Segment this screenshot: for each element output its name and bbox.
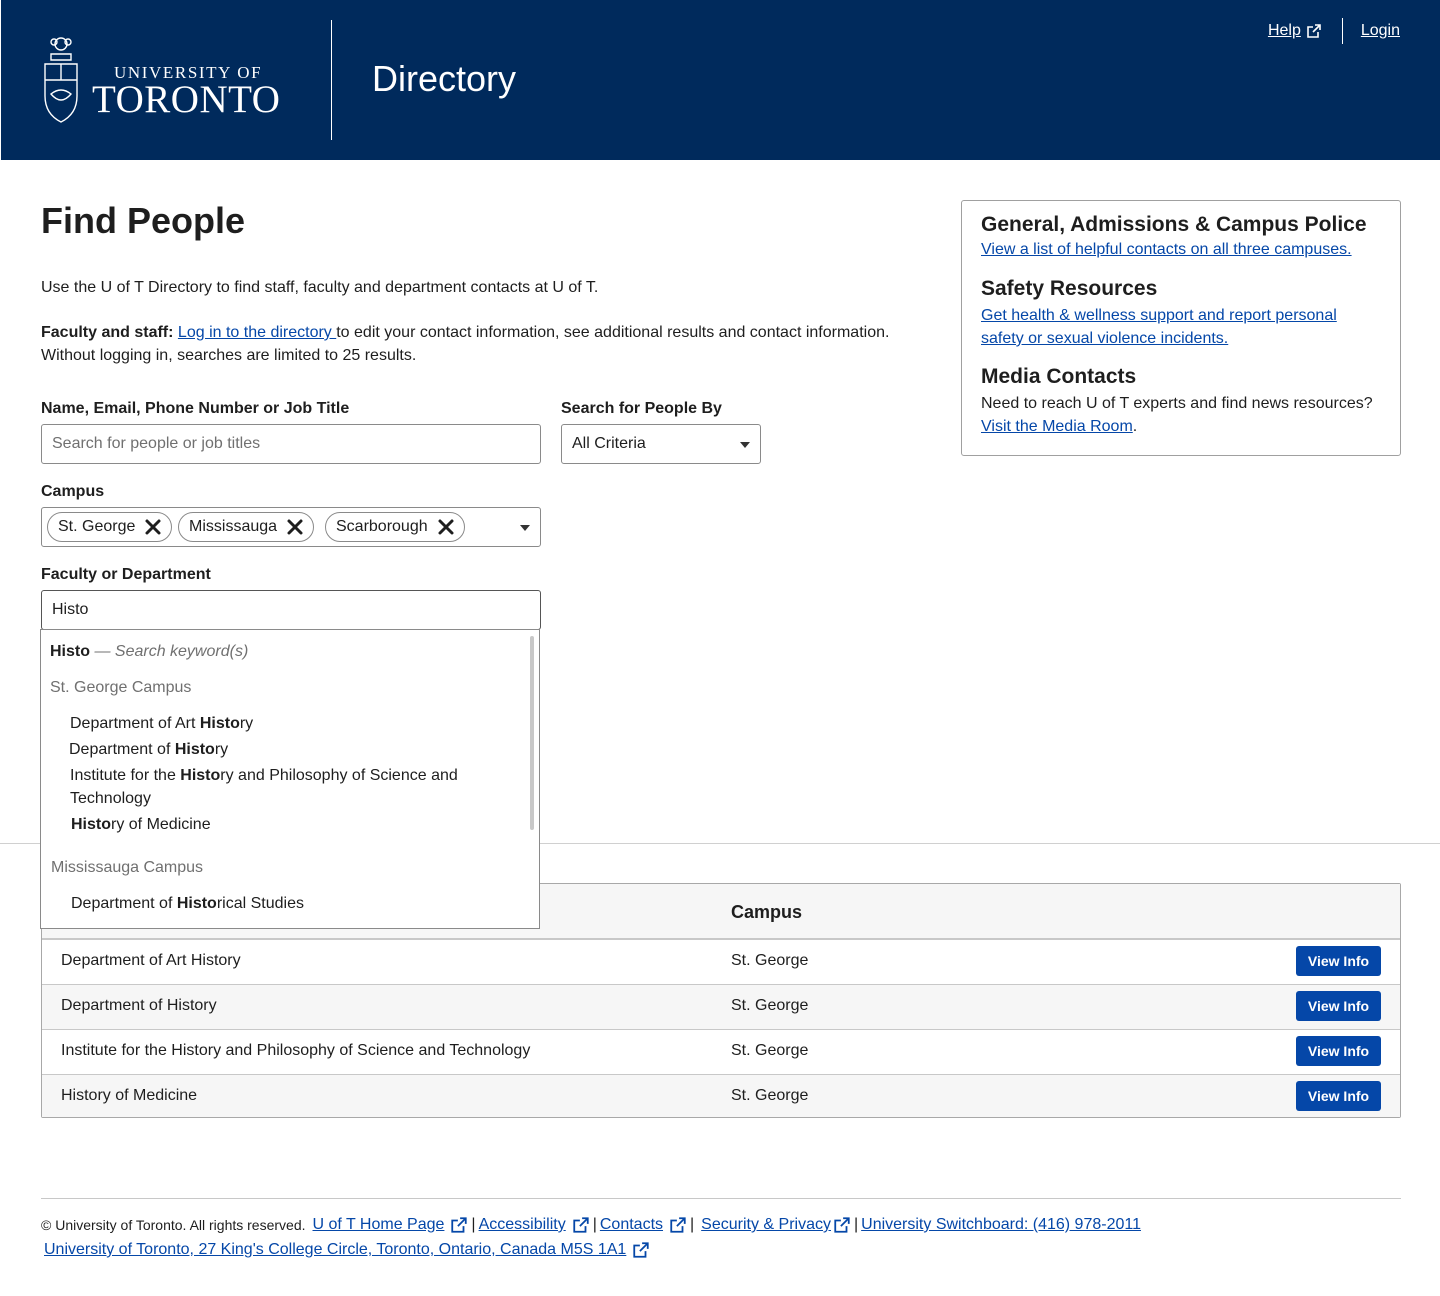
keyword-term: Histo: [50, 643, 90, 660]
name-search-input[interactable]: [41, 424, 541, 464]
search-by-select[interactable]: [561, 424, 761, 464]
option-text: Technology: [70, 790, 151, 807]
department-input[interactable]: [41, 590, 541, 630]
contacts-link[interactable]: Contacts: [599, 1216, 664, 1233]
home-page-link[interactable]: U of T Home Page: [312, 1216, 445, 1233]
external-link-icon: [450, 1216, 468, 1234]
login-directory-link[interactable]: Log in to the directory: [177, 324, 337, 341]
help-sidebar: [961, 200, 1401, 456]
row-name: Department of Art History: [61, 952, 241, 969]
column-header-campus: Campus: [731, 902, 803, 922]
footer-links: [41, 1216, 1141, 1234]
view-info-button[interactable]: View Info: [1296, 991, 1381, 1021]
external-link-icon: [572, 1216, 590, 1234]
separator: |: [592, 1216, 597, 1233]
option-text: Department of: [71, 895, 177, 912]
logo-text-main: TORONTO: [92, 78, 281, 121]
option-match: Histo: [174, 741, 215, 758]
department-label: Faculty or Department: [41, 566, 211, 583]
option-text: rical Studies: [216, 895, 304, 912]
option-match: Histo: [199, 715, 240, 732]
external-link-icon: [669, 1216, 687, 1234]
row-name: Department of History: [61, 997, 217, 1014]
option-history-of-medicine[interactable]: [71, 813, 211, 836]
option-text: ry: [214, 741, 229, 758]
keyword-hint: — Search keyword(s): [90, 643, 249, 660]
table-row: [42, 1075, 1400, 1117]
close-icon[interactable]: [285, 517, 305, 537]
media-room-link[interactable]: Visit the Media Room: [981, 418, 1133, 435]
chevron-down-icon[interactable]: [520, 525, 530, 531]
link-text: safety or sexual violence incidents.: [981, 330, 1229, 347]
address-link[interactable]: University of Toronto, 27 King's College Circle, Toronto, Ontario, Canada M5S 1A1: [44, 1241, 627, 1258]
option-text: ry of Medicine: [111, 816, 211, 833]
helpful-contacts-link[interactable]: View a list of helpful contacts on all three campuses.: [981, 241, 1352, 258]
option-match: Histo: [71, 816, 111, 833]
row-name: Institute for the History and Philosophy of Science and Technology: [61, 1042, 531, 1059]
chip-label: Mississauga: [189, 518, 278, 535]
media-link-line: [981, 415, 1381, 438]
view-info-button[interactable]: View Info: [1296, 1081, 1381, 1111]
option-hps[interactable]: [70, 764, 458, 787]
separator: |: [853, 1216, 859, 1233]
faculty-note-rest: to edit your contact information, see additional results and contact information.: [336, 324, 890, 341]
search-by-value: All Criteria: [572, 435, 646, 452]
university-logo[interactable]: [41, 34, 296, 128]
switchboard-link[interactable]: University Switchboard: (416) 978-2011: [861, 1216, 1141, 1233]
external-link-icon: [1306, 23, 1322, 39]
logo-text-top: UNIVERSITY OF: [114, 63, 263, 82]
search-by-label: Search for People By: [561, 400, 722, 417]
row-campus: St. George: [731, 1042, 809, 1059]
footer-address: [44, 1241, 650, 1259]
crest-icon: [41, 34, 81, 128]
campus-chip-scarborough: [325, 512, 465, 542]
row-campus: St. George: [731, 952, 809, 969]
campus-chip-mississauga: [178, 512, 314, 542]
chip-label: Scarborough: [336, 518, 428, 535]
group-heading-mississauga: Mississauga Campus: [51, 859, 204, 876]
option-text: Department of: [69, 741, 175, 758]
sidebar-heading-safety: Safety Resources: [981, 277, 1158, 300]
external-link-icon: [833, 1216, 851, 1234]
faculty-note-lead: Faculty and staff:: [41, 324, 174, 341]
department-suggestions: [40, 629, 540, 929]
header-divider: [331, 20, 332, 140]
sidebar-heading-media: Media Contacts: [981, 365, 1137, 388]
group-heading-st-george: St. George Campus: [50, 679, 192, 696]
option-art-history[interactable]: [70, 712, 253, 735]
chevron-down-icon: [740, 442, 750, 448]
safety-resources-link[interactable]: [981, 307, 1337, 347]
table-row: [42, 985, 1400, 1030]
option-text: ry and Philosophy of Science and: [220, 767, 458, 784]
option-text: Institute for the: [70, 767, 181, 784]
accessibility-link[interactable]: Accessibility: [478, 1216, 566, 1233]
footer-divider: [41, 1198, 1401, 1199]
option-text: ry: [239, 715, 254, 732]
sidebar-heading-general: General, Admissions & Campus Police: [981, 213, 1367, 236]
campus-label: Campus: [41, 483, 105, 500]
link-text: Get health & wellness support and report personal: [981, 307, 1337, 324]
period: .: [1132, 418, 1138, 435]
faculty-note-limit: Without logging in, searches are limited to 25 results.: [41, 347, 417, 364]
copyright: © University of Toronto. All rights reserved.: [41, 1217, 306, 1233]
security-privacy-link[interactable]: Security & Privacy: [701, 1216, 831, 1233]
row-campus: St. George: [731, 997, 809, 1014]
table-row: [42, 940, 1400, 985]
separator: |: [471, 1216, 476, 1233]
name-search-label: Name, Email, Phone Number or Job Title: [41, 400, 350, 417]
nav-separator: [1342, 18, 1343, 44]
login-link[interactable]: Login: [1360, 22, 1400, 39]
option-match: Histo: [180, 767, 221, 784]
scrollbar[interactable]: [530, 636, 534, 830]
option-hps-continued[interactable]: [70, 787, 151, 810]
keyword-option[interactable]: [50, 640, 248, 663]
option-text: Department of Art: [70, 715, 200, 732]
intro-text: Use the U of T Directory to find staff, faculty and department contacts at U of T.: [41, 279, 599, 296]
external-link-icon: [632, 1241, 650, 1259]
option-match: Histo: [176, 895, 217, 912]
page-title: Find People: [41, 200, 246, 241]
view-info-button[interactable]: View Info: [1296, 946, 1381, 976]
media-text: Need to reach U of T experts and find news resources?: [981, 395, 1373, 412]
close-icon[interactable]: [436, 517, 456, 537]
help-link[interactable]: [1268, 22, 1322, 40]
campus-chip-st-george: [47, 512, 172, 542]
utility-nav: [1268, 20, 1400, 42]
faculty-note: [41, 321, 921, 367]
table-row: [42, 1030, 1400, 1075]
safety-links: [981, 304, 1381, 350]
close-icon[interactable]: [143, 517, 163, 537]
row-name: History of Medicine: [61, 1087, 198, 1104]
chip-label: St. George: [58, 518, 136, 535]
option-historical-studies[interactable]: [71, 892, 304, 915]
separator: |: [690, 1216, 695, 1233]
row-campus: St. George: [731, 1087, 809, 1104]
campus-multiselect[interactable]: [41, 507, 541, 547]
help-label: Help: [1267, 22, 1301, 39]
app-title: Directory: [372, 58, 517, 99]
view-info-button[interactable]: View Info: [1296, 1036, 1381, 1066]
option-history[interactable]: [69, 738, 228, 761]
site-header: [1, 0, 1440, 160]
